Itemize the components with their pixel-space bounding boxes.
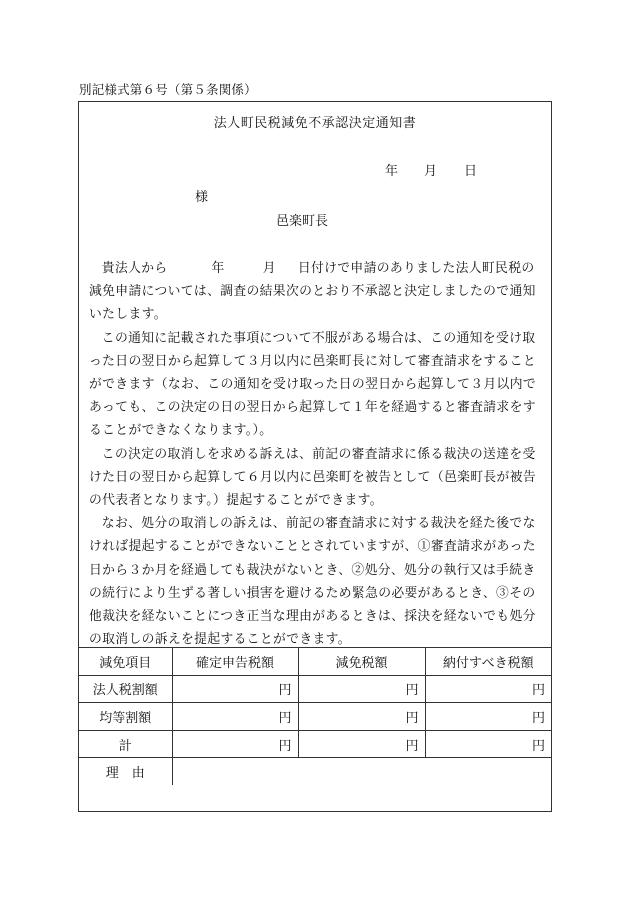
notice-form	[78, 101, 552, 812]
amount-cell: 円	[298, 730, 425, 758]
reason-label: 理 由	[79, 758, 172, 786]
notice-body	[89, 257, 541, 651]
amount-cell: 円	[172, 703, 298, 731]
row-label: 計	[79, 730, 172, 758]
header-item: 減免項目	[79, 648, 172, 676]
para1-pre: 貴法人から	[101, 261, 168, 276]
amount-cell: 円	[172, 675, 298, 703]
paragraph-application	[89, 257, 541, 327]
reason-row	[79, 758, 551, 786]
addressee-honorific: 様	[195, 190, 209, 205]
table-header-row	[79, 648, 551, 676]
amount-cell: 円	[298, 675, 425, 703]
amount-cell: 円	[172, 730, 298, 758]
table-row	[79, 675, 551, 703]
para1-post: 日付けで申請のありました法人町民税の減免申請については、調査の結果次のとおり不承認と決定しましたので通知いたします。	[89, 261, 536, 323]
issuer-name: 邑楽町長	[276, 214, 329, 229]
amount-cell: 円	[425, 730, 551, 758]
header-declared-tax: 確定申告税額	[172, 648, 298, 676]
document-title: 法人町民税減免不承認決定通知書	[213, 116, 417, 131]
amount-cell: 円	[298, 703, 425, 731]
table-row	[79, 703, 551, 731]
reason-field	[172, 758, 551, 786]
para1-month: 月	[262, 261, 276, 276]
date-month: 月	[424, 164, 438, 179]
date-year: 年	[385, 164, 399, 179]
amount-cell: 円	[425, 703, 551, 731]
row-label: 法人税割額	[79, 675, 172, 703]
tax-amount-table	[79, 647, 551, 785]
paragraph-appeal: この通知に記載された事項について不服がある場合は、この通知を受け取った日の翌日から起算して３月以内に邑楽町長に対して審査請求をすることができます（なお、この通知を受け取った日の翌日から起算して３月以内であっても、この決定の日の翌日から起算して１年を経過すると審査請求をすることができなくなります。）。	[89, 330, 536, 439]
para1-year: 年	[211, 261, 225, 276]
date-day: 日	[464, 164, 478, 179]
form-number-label: 別記様式第６号（第５条関係）	[79, 82, 257, 97]
table-row	[79, 730, 551, 758]
amount-cell: 円	[425, 675, 551, 703]
paragraph-exceptions: なお、処分の取消しの訴えは、前記の審査請求に対する裁決を経た後でなければ提起することができないこととされていますが、①審査請求があった日から３か月を経過しても裁決がないとき、②処分、処分の執行又は手続きの続行により生ずる著しい損害を避けるため緊急の必要があるとき、③その他裁決を経ないことにつき正当な理由があるときは、採決を経ないでも処分の取消しの訴えを提起することができます。	[89, 516, 536, 648]
row-label: 均等割額	[79, 703, 172, 731]
paragraph-lawsuit: この決定の取消しを求める訴えは、前記の審査請求に係る裁決の送達を受けた日の翌日から起算して６月以内に邑楽町を被告として（邑楽町長が被告の代表者となります。）提起することができます。	[89, 446, 536, 509]
header-payable-tax: 納付すべき税額	[425, 648, 551, 676]
header-reduced-tax: 減免税額	[298, 648, 425, 676]
